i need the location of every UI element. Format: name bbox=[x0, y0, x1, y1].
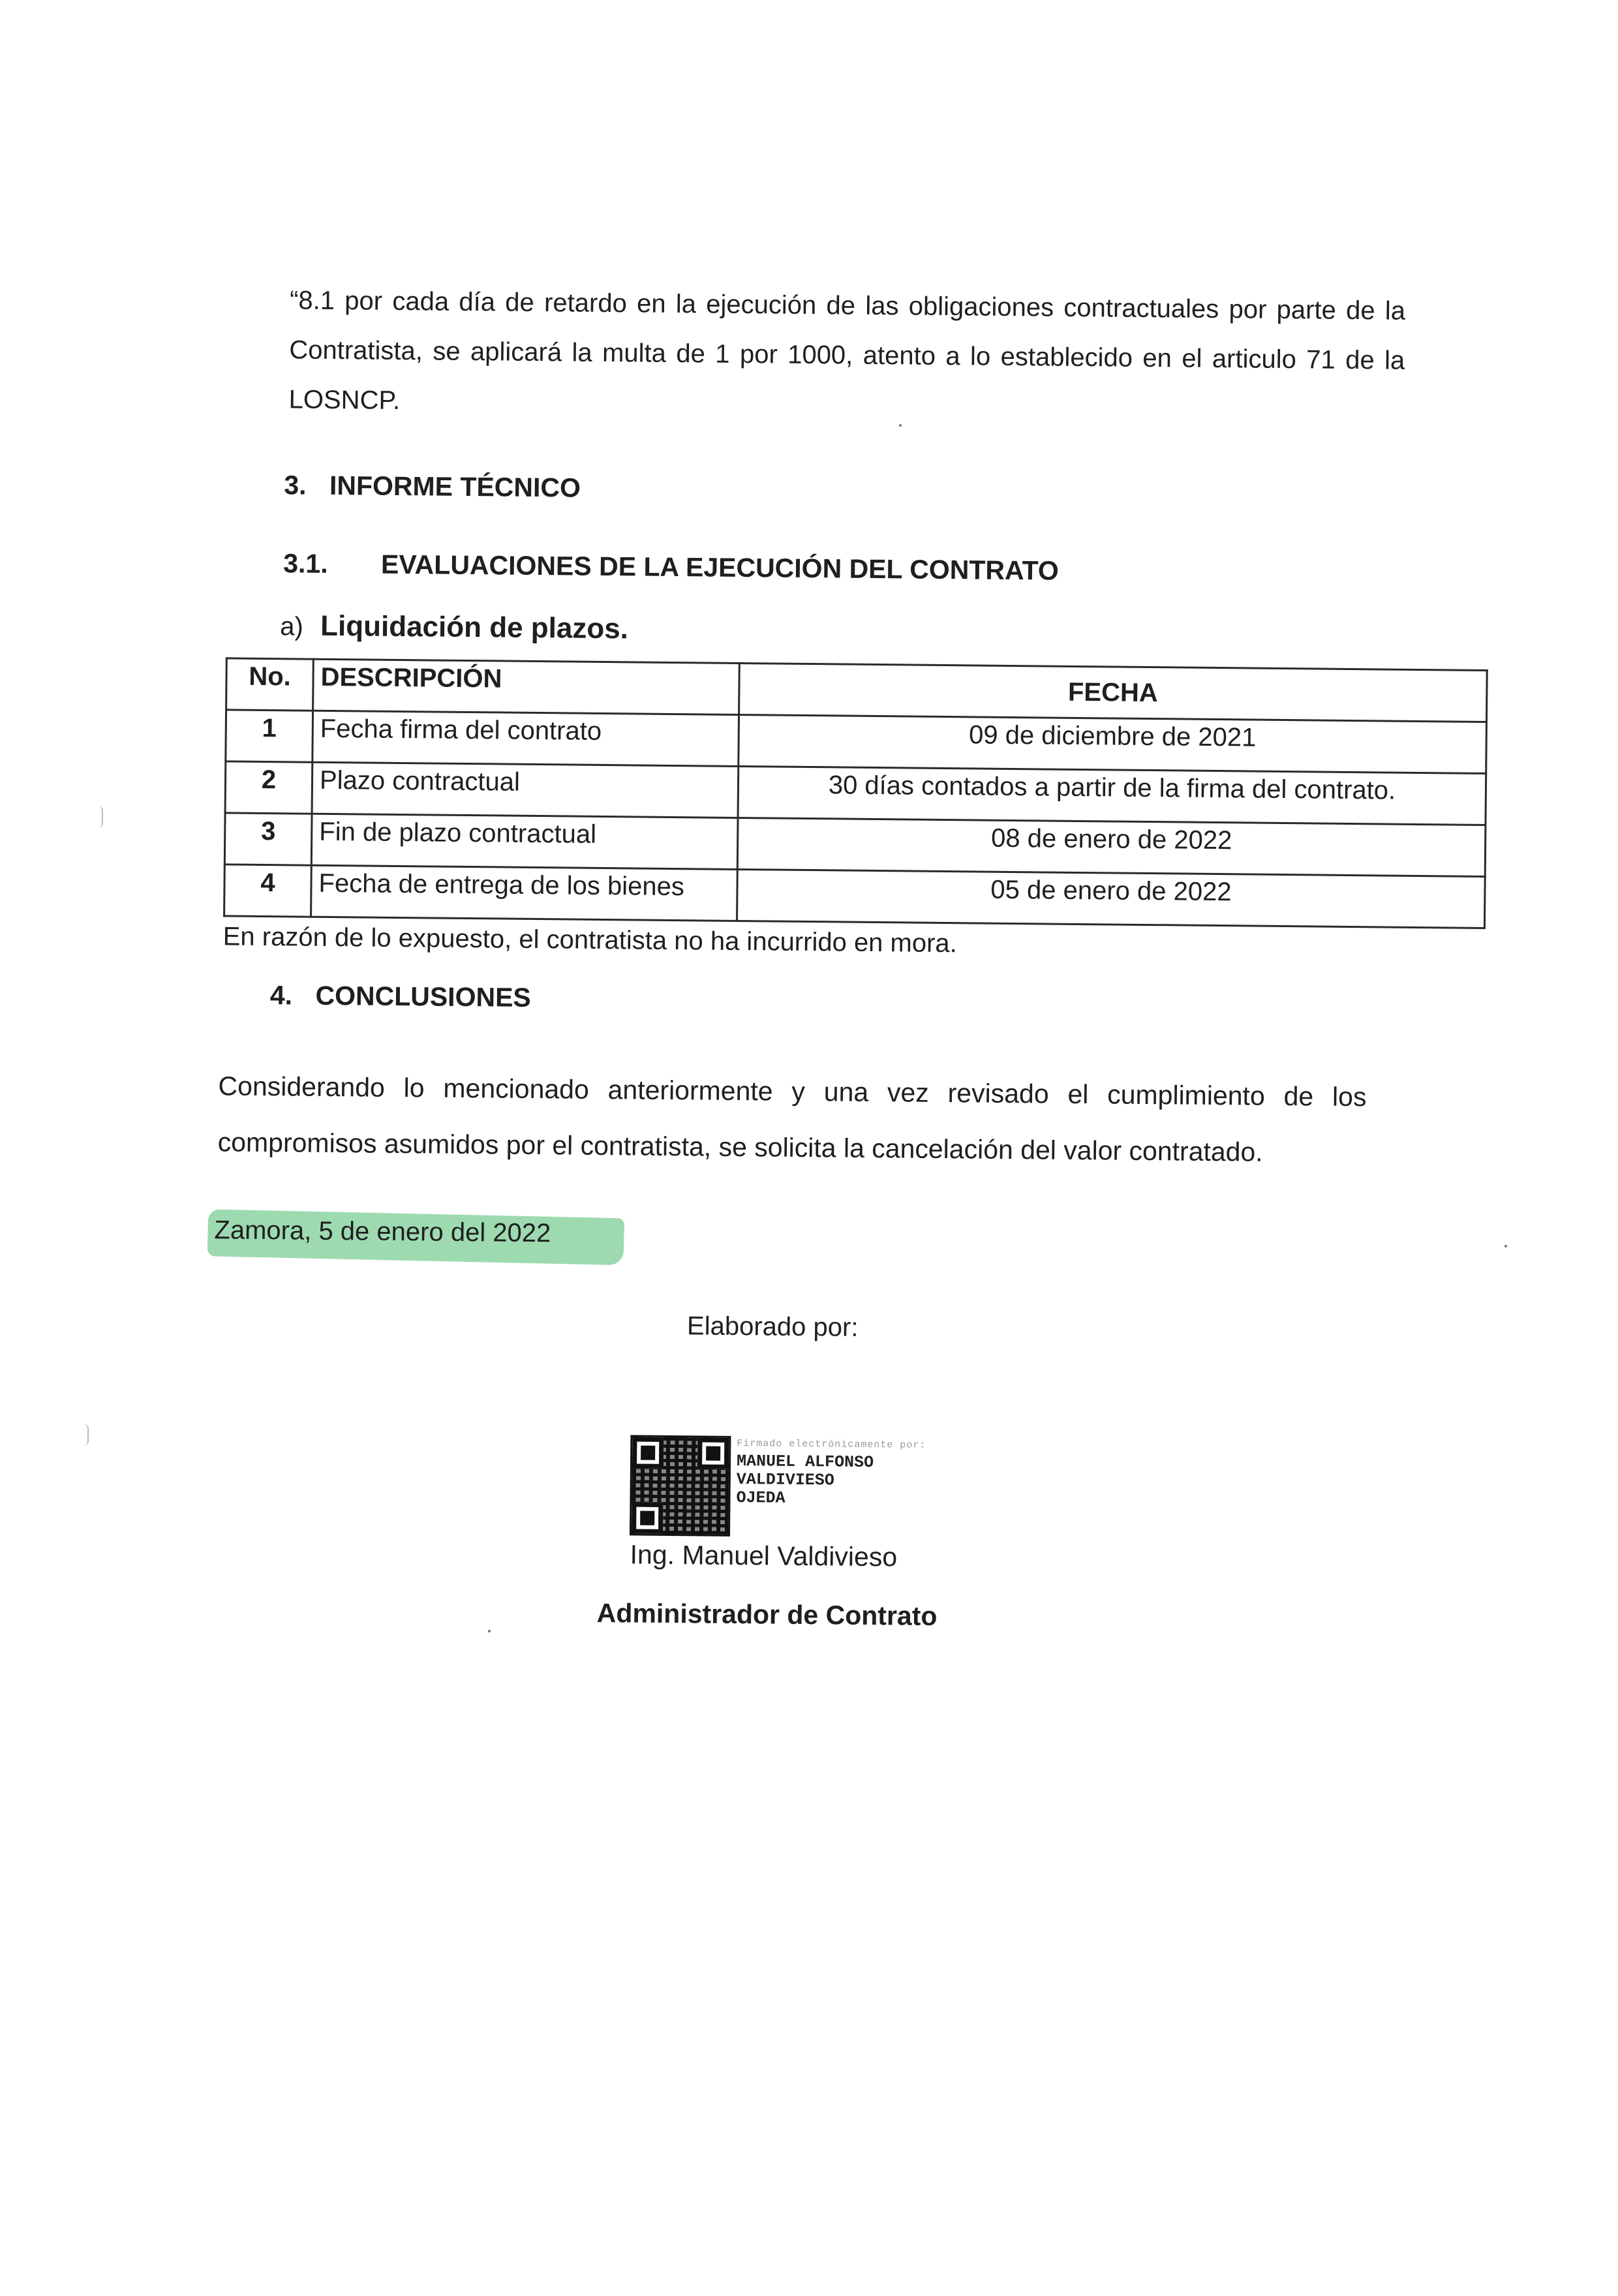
e-signature-caption: Firmado electrónicamente por: bbox=[737, 1437, 926, 1451]
scan-mark bbox=[84, 1424, 89, 1446]
row-date: 09 de diciembre de 2021 bbox=[739, 714, 1487, 773]
subsection-a-heading bbox=[280, 609, 628, 645]
intro-paragraph: “8.1 por cada día de retardo en la ejecución de las obligaciones contractuales por parte de la Contratista, se aplicará la multa de 1 por 1000, atento a lo establecido en el articulo 71 de la LOSNCP. bbox=[288, 286, 1406, 415]
row-number: 2 bbox=[225, 761, 313, 814]
row-date: 30 días contados a partir de la firma del contrato. bbox=[738, 766, 1486, 825]
row-description: Plazo contractual bbox=[312, 762, 739, 818]
scan-speck bbox=[488, 1630, 491, 1632]
row-date: 08 de enero de 2022 bbox=[737, 818, 1486, 876]
section-4-title: CONCLUSIONES bbox=[315, 980, 532, 1013]
header-descripcion: DESCRIPCIÓN bbox=[313, 659, 740, 714]
section-3-1-number: 3.1. bbox=[283, 548, 328, 579]
row-description: Fecha firma del contrato bbox=[313, 711, 739, 766]
scan-speck bbox=[899, 424, 902, 427]
section-3-number: 3. bbox=[284, 470, 307, 500]
signer-name: Ing. Manuel Valdivieso bbox=[630, 1539, 898, 1572]
signer-role: Administrador de Contrato bbox=[596, 1597, 938, 1631]
section-3-heading bbox=[284, 470, 581, 503]
section-3-1-heading bbox=[283, 548, 1059, 586]
section-3-1-title: EVALUACIONES DE LA EJECUCIÓN DEL CONTRATO bbox=[380, 549, 1059, 586]
header-no: No. bbox=[226, 658, 314, 711]
e-signature-name: MANUEL ALFONSO VALDIVIESO OJEDA bbox=[736, 1451, 874, 1508]
subsection-a-label: a) bbox=[280, 612, 304, 641]
row-number: 3 bbox=[224, 813, 312, 865]
scan-speck bbox=[1504, 1245, 1507, 1247]
row-number: 4 bbox=[224, 865, 312, 917]
place-date: Zamora, 5 de enero del 2022 bbox=[214, 1216, 551, 1248]
subsection-a-title: Liquidación de plazos. bbox=[320, 609, 629, 645]
qr-code-icon bbox=[632, 1437, 729, 1534]
scan-mark bbox=[98, 806, 103, 828]
row-description: Fin de plazo contractual bbox=[311, 814, 738, 869]
row-description: Fecha de entrega de los bienes bbox=[311, 865, 738, 921]
header-fecha: FECHA bbox=[739, 663, 1488, 722]
table-note: En razón de lo expuesto, el contratista no ha incurrido en mora. bbox=[222, 922, 958, 958]
row-date: 05 de enero de 2022 bbox=[737, 869, 1486, 928]
row-number: 1 bbox=[226, 710, 313, 762]
section-4-number: 4. bbox=[269, 980, 293, 1011]
plazos-table bbox=[223, 657, 1488, 929]
prepared-by-label: Elaborado por: bbox=[686, 1311, 859, 1342]
conclusion-paragraph: Considerando lo mencionado anteriormente y una vez revisado el cumplimiento de los compromisos asumidos por el contratista, se solicita la cancelación del valor contratado. bbox=[217, 1071, 1367, 1167]
section-3-title: INFORME TÉCNICO bbox=[329, 470, 581, 503]
section-4-heading bbox=[270, 980, 531, 1013]
